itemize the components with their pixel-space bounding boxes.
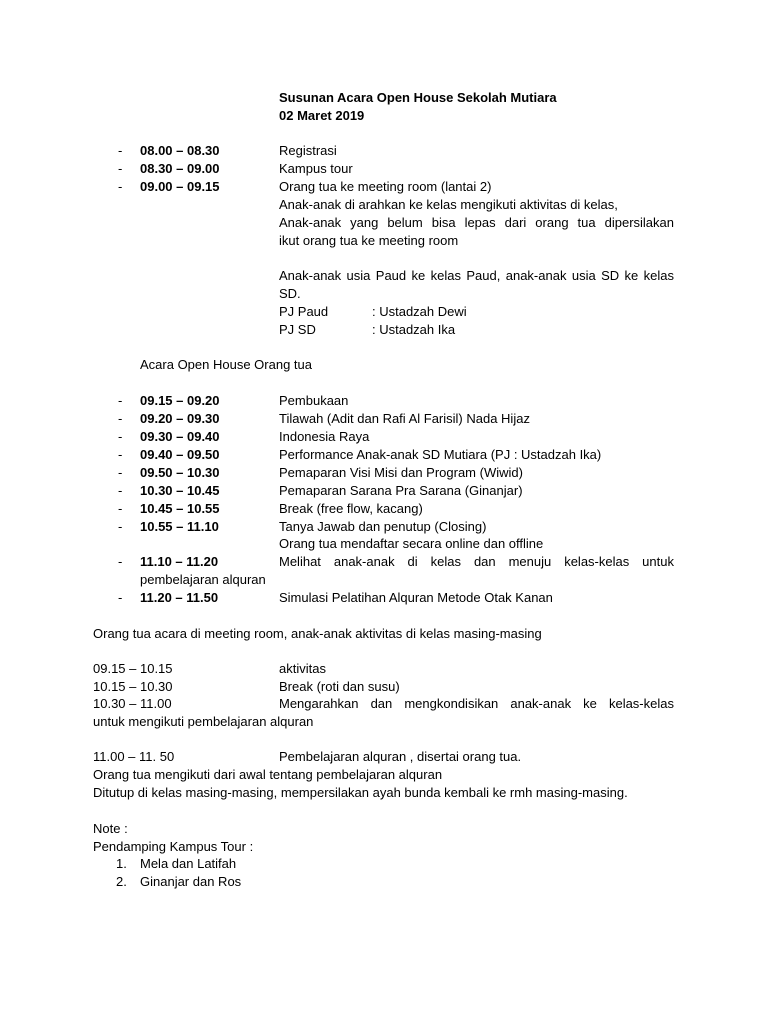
time-range: 09.20 – 09.30	[140, 411, 220, 426]
time-range: 10.30 – 11.00	[93, 696, 172, 711]
time-range: 09.40 – 09.50	[140, 447, 220, 462]
activity: Tanya Jawab dan penutup (Closing)	[279, 519, 487, 534]
note-line: Orang tua mendaftar secara online dan offline	[279, 536, 544, 551]
bullet-dash: -	[118, 519, 123, 534]
bullet-dash: -	[118, 161, 123, 176]
bullet-dash: -	[118, 429, 123, 444]
activity: aktivitas	[279, 661, 326, 676]
activity: Break (roti dan susu)	[279, 679, 400, 694]
bullet-dash: -	[118, 590, 123, 605]
time-range: 11.20 – 11.50	[140, 590, 219, 605]
time-range: 09.15 – 10.15	[93, 661, 173, 676]
activity: Pemaparan Visi Misi dan Program (Wiwid)	[279, 465, 523, 480]
note-line: SD.	[279, 286, 301, 301]
schedule-row	[0, 589, 768, 607]
bullet-dash: -	[118, 554, 123, 569]
bullet-dash: -	[118, 179, 123, 194]
list-item	[0, 855, 768, 873]
bullet-dash: -	[118, 483, 123, 498]
schedule-row	[0, 748, 768, 766]
paragraph-line: Ditutup di kelas masing-masing, mempersilakan ayah bunda kembali ke rmh masing-masing.	[93, 785, 628, 800]
note-label: Note :	[93, 821, 128, 836]
schedule-row	[0, 446, 768, 464]
list-text: Ginanjar dan Ros	[140, 874, 242, 889]
time-range: 11.00 – 11. 50	[93, 749, 175, 764]
list-item	[0, 873, 768, 891]
schedule-row	[0, 410, 768, 428]
pj-label: PJ SD	[279, 322, 316, 337]
activity: Pembelajaran alquran , disertai orang tua.	[279, 749, 522, 764]
bullet-dash: -	[118, 447, 123, 462]
schedule-row	[0, 695, 768, 713]
bullet-dash: -	[118, 411, 123, 426]
paragraph-line: Orang tua mengikuti dari awal tentang pembelajaran alquran	[93, 767, 443, 782]
time-range: 08.30 – 09.00	[140, 161, 220, 176]
bullet-dash: -	[118, 143, 123, 158]
schedule-row	[0, 142, 768, 160]
list-number: 1.	[116, 856, 127, 871]
schedule-row	[0, 678, 768, 696]
time-range: 09.15 – 09.20	[140, 393, 220, 408]
time-range: 10.15 – 10.30	[93, 679, 173, 694]
schedule-row	[0, 464, 768, 482]
document-date: 02 Maret 2019	[279, 108, 365, 123]
note-line: ikut orang tua ke meeting room	[279, 233, 459, 248]
schedule-row	[0, 660, 768, 678]
schedule-row	[0, 392, 768, 410]
pj-row	[279, 303, 328, 321]
time-range: 09.30 – 09.40	[140, 429, 220, 444]
list-number: 2.	[116, 874, 127, 889]
note-heading: Pendamping Kampus Tour :	[93, 839, 254, 854]
activity-continued: pembelajaran alquran	[140, 572, 266, 587]
schedule-row	[0, 160, 768, 178]
section-title: Orang tua acara di meeting room, anak-anak aktivitas di kelas masing-masing	[93, 626, 542, 641]
activity: Kampus tour	[279, 161, 353, 176]
activity: Simulasi Pelatihan Alquran Metode Otak Kanan	[279, 590, 553, 605]
pj-value: : Ustadzah Dewi	[372, 304, 467, 319]
pj-label: PJ Paud	[279, 304, 329, 319]
schedule-row	[0, 500, 768, 518]
activity: Tilawah (Adit dan Rafi Al Farisil) Nada Hijaz	[279, 411, 530, 426]
activity: Orang tua ke meeting room (lantai 2)	[279, 179, 492, 194]
activity: Indonesia Raya	[279, 429, 370, 444]
document-title: Susunan Acara Open House Sekolah Mutiara	[279, 90, 557, 105]
note-line: Anak-anak di arahkan ke kelas mengikuti aktivitas di kelas,	[279, 197, 618, 212]
note-line: Anak-anak usia Paud ke kelas Paud, anak-anak usia SD ke kelas	[279, 268, 674, 283]
time-range: 09.00 – 09.15	[140, 179, 220, 194]
note-line: Anak-anak yang belum bisa lepas dari orang tua dipersilakan	[279, 215, 674, 230]
time-range: 08.00 – 08.30	[140, 143, 220, 158]
bullet-dash: -	[118, 393, 123, 408]
schedule-row	[0, 518, 768, 536]
activity: Pemaparan Sarana Pra Sarana (Ginanjar)	[279, 483, 523, 498]
activity-continued: untuk mengikuti pembelajaran alquran	[93, 714, 314, 729]
activity: Performance Anak-anak SD Mutiara (PJ : Ustadzah Ika)	[279, 447, 602, 462]
section-title: Acara Open House Orang tua	[140, 357, 312, 372]
activity: Pembukaan	[279, 393, 349, 408]
schedule-row	[0, 553, 768, 571]
pj-row	[279, 321, 316, 339]
bullet-dash: -	[118, 465, 123, 480]
list-text: Mela dan Latifah	[140, 856, 237, 871]
time-range: 10.55 – 11.10	[140, 519, 219, 534]
time-range: 11.10 – 11.20	[140, 554, 219, 569]
bullet-dash: -	[118, 501, 123, 516]
activity: Registrasi	[279, 143, 337, 158]
activity: Melihat anak-anak di kelas dan menuju kelas-kelas untuk	[279, 554, 674, 569]
pj-value: : Ustadzah Ika	[372, 322, 456, 337]
activity: Mengarahkan dan mengkondisikan anak-anak ke kelas-kelas	[279, 696, 674, 711]
schedule-row	[0, 178, 768, 196]
schedule-row	[0, 428, 768, 446]
schedule-row	[0, 482, 768, 500]
activity: Break (free flow, kacang)	[279, 501, 423, 516]
time-range: 10.45 – 10.55	[140, 501, 220, 516]
time-range: 09.50 – 10.30	[140, 465, 220, 480]
time-range: 10.30 – 10.45	[140, 483, 220, 498]
